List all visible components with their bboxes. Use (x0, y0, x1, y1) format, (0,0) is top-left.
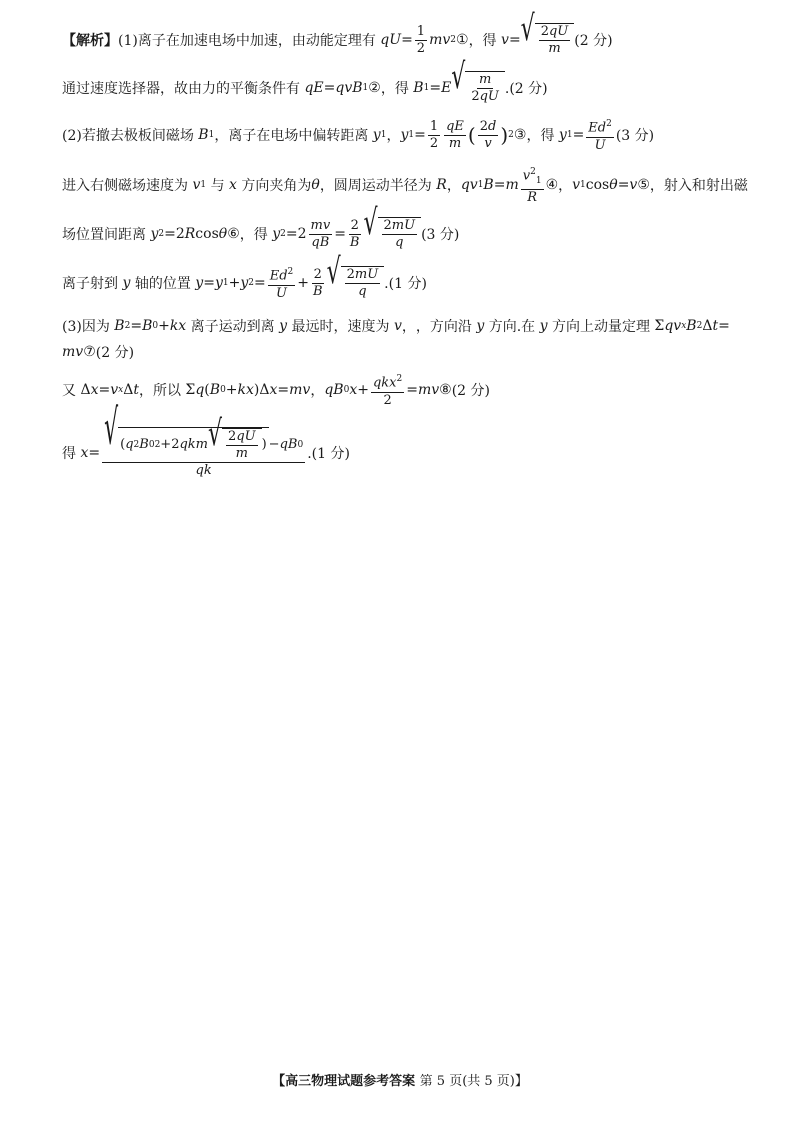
solution-line-8: mv ⑦ (2 分) (62, 344, 135, 361)
solution-line-6: 离子射到 y 轴的位置 y = y 1 + y 2 = $\frac{Ed^2}{U}$ + $\frac{2}{B}$ √ $\frac{2mU}{q}$ .(1 分) (62, 252, 427, 301)
solution-line-3: (2)若撤去极板间磁场 B 1 ，离子在电场中偏转距离 y 1 ， y 1 = $\frac{1}{2}$ $\frac{qE}{m}$ ( $\frac{2d}{v}$ ) 2 ③ ，得 y 1 = $\frac{Ed^2}{U}$ (3 分) (62, 116, 760, 154)
solution-line-5: 场位置间距离 y 2 =2 R cos θ ⑥ ，得 y 2 =2 $\frac{mv}{qB}$ = $\frac{2}{B}$ √ $\frac{2mU}{q}$ (3 分) (62, 203, 460, 250)
solution-line-7: (3)因为 B 2 = B 0 + kx 离子运动到离 y 最远时，速度为 v ， ，方向沿 y 方向.在 y 方向上动量定理 Σ qv x B 2 Δ t = (62, 318, 730, 335)
footer-page-number: 第 5 页(共 5 页)】 (419, 1074, 528, 1089)
page-footer (0, 1070, 800, 1089)
footer-title: 【高三物理试题参考答案 (272, 1074, 416, 1089)
analysis-tag: 【解析】 (62, 33, 118, 49)
solution-line-2: 通过速度选择器，故由力的平衡条件有 qE = qvB 1 ② ，得 B 1 = E √ $\frac{m}{2qU}$ .(2 分) (62, 57, 548, 104)
solution-line-10: 得 x = √ ( q 2 B 0 2 +2 qkm √ $\frac{2qU}{m}$ ) − qB 0 qk .(1 分) (62, 401, 350, 478)
solution-line-1: 【解析】 (1)离子在加速电场中加速，由动能定理有 qU = $\frac{1}{2}$ mv 2 ① ，得 v = √ $\frac{2qU}{m}$ (2 分) (62, 9, 613, 56)
solution-line-9: 又 Δ x = v x Δ t ，所以 Σ q ( B 0 + kx )Δ x = mv ， qB 0 x + $\frac{qkx^2}{2}$ = mv ⑧ (2 分) (62, 370, 760, 410)
solution-line-4: 进入右侧磁场速度为 v 1 与 x 方向夹角为 θ ，圆周运动半径为 R ， qv 1 B = m $\frac{v^2_1}{R}$ ④ ， v 1 cos θ = v ⑤ ，射入和射出磁 (62, 166, 760, 204)
